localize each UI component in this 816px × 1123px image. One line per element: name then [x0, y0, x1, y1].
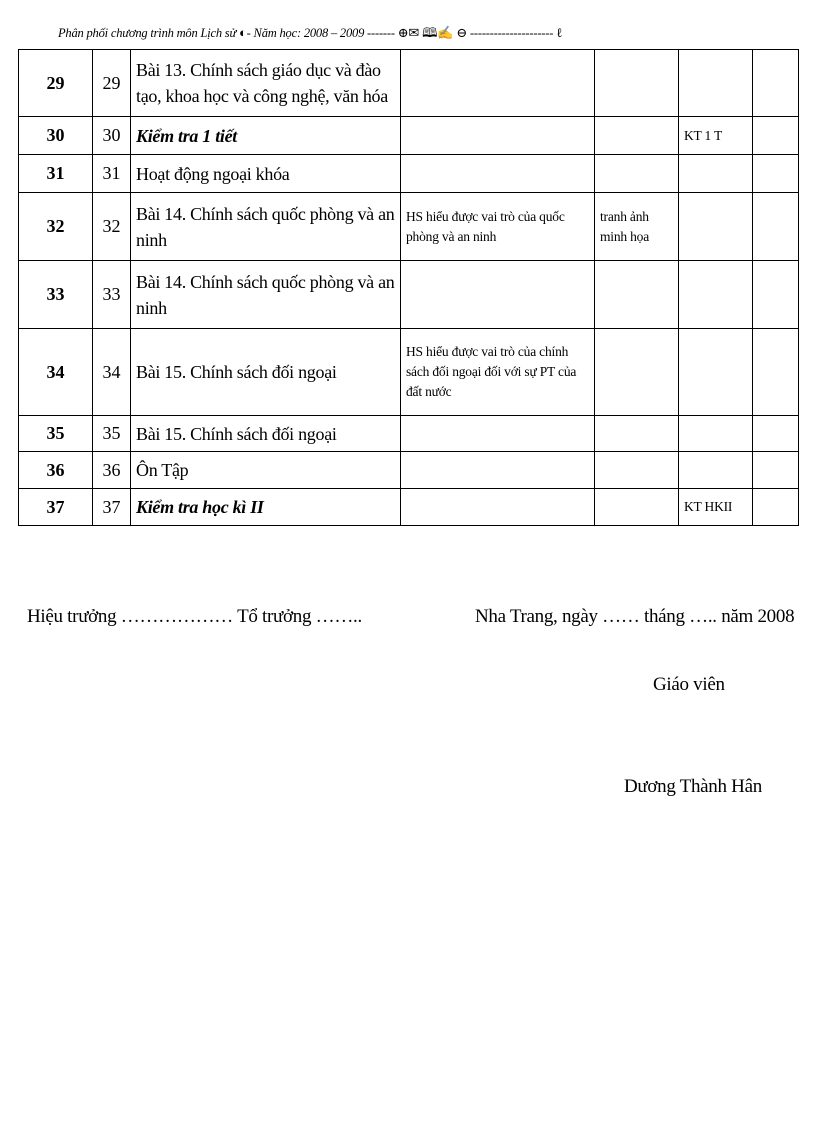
- lesson-material: [595, 50, 679, 117]
- table-row: [19, 261, 799, 329]
- lesson-note: [679, 261, 753, 329]
- extra-cell: [753, 261, 799, 329]
- row-number: 34: [19, 329, 93, 416]
- lesson-title: Ôn Tập: [131, 452, 401, 489]
- lesson-material: [595, 117, 679, 155]
- header-dashes: ---------------------: [467, 26, 557, 40]
- lesson-material: [595, 155, 679, 193]
- lesson-note: KT HKII: [679, 489, 753, 526]
- lesson-note: [679, 452, 753, 489]
- period-number: 29: [93, 50, 131, 117]
- table-row: [19, 489, 799, 526]
- table-row: [19, 193, 799, 261]
- lesson-title: Bài 13. Chính sách giáo dục và đào tạo, khoa học và công nghệ, văn hóa: [131, 50, 401, 117]
- header-ornament-icon: ◐: [239, 25, 247, 40]
- period-number: 32: [93, 193, 131, 261]
- extra-cell: [753, 416, 799, 452]
- table-row: [19, 329, 799, 416]
- extra-cell: [753, 50, 799, 117]
- lesson-material: [595, 416, 679, 452]
- extra-cell: [753, 193, 799, 261]
- lesson-material: [595, 452, 679, 489]
- header-title: Phân phối chương trình môn Lịch sử: [58, 26, 240, 40]
- lesson-goal: [401, 489, 595, 526]
- place-date-line: Nha Trang, ngày …… tháng ….. năm 2008: [475, 606, 795, 627]
- extra-cell: [753, 155, 799, 193]
- table-row: [19, 50, 799, 117]
- period-number: 31: [93, 155, 131, 193]
- lesson-title: Bài 15. Chính sách đối ngoại: [131, 329, 401, 416]
- lesson-title: Bài 15. Chính sách đối ngoại: [131, 416, 401, 452]
- row-number: 35: [19, 416, 93, 452]
- lesson-title: Bài 14. Chính sách quốc phòng và an ninh: [131, 261, 401, 329]
- lesson-note: KT 1 T: [679, 117, 753, 155]
- row-number: 31: [19, 155, 93, 193]
- lesson-title: Kiểm tra 1 tiết: [131, 117, 401, 155]
- period-number: 37: [93, 489, 131, 526]
- lesson-note: [679, 155, 753, 193]
- lesson-note: [679, 329, 753, 416]
- lesson-title: Bài 14. Chính sách quốc phòng và an ninh: [131, 193, 401, 261]
- period-number: 30: [93, 117, 131, 155]
- lesson-title: Hoạt động ngoại khóa: [131, 155, 401, 193]
- curriculum-table: [18, 49, 799, 526]
- table-row: [19, 117, 799, 155]
- extra-cell: [753, 452, 799, 489]
- lesson-goal: [401, 117, 595, 155]
- teacher-role: Giáo viên: [653, 674, 725, 695]
- lesson-material: [595, 329, 679, 416]
- page-header: [58, 24, 678, 46]
- period-number: 36: [93, 452, 131, 489]
- extra-cell: [753, 117, 799, 155]
- lesson-goal: [401, 50, 595, 117]
- row-number: 30: [19, 117, 93, 155]
- row-number: 32: [19, 193, 93, 261]
- lesson-goal: [401, 416, 595, 452]
- period-number: 34: [93, 329, 131, 416]
- row-number: 36: [19, 452, 93, 489]
- lesson-material: [595, 261, 679, 329]
- row-number: 37: [19, 489, 93, 526]
- lesson-goal: HS hiểu được vai trò của quốc phòng và an ninh: [401, 193, 595, 261]
- lesson-note: [679, 50, 753, 117]
- table-row: [19, 452, 799, 489]
- lesson-goal: [401, 452, 595, 489]
- lesson-material: tranh ảnh minh họa: [595, 193, 679, 261]
- lesson-goal: [401, 261, 595, 329]
- teacher-name: Dương Thành Hân: [624, 776, 762, 797]
- lesson-note: [679, 193, 753, 261]
- lesson-title: Kiểm tra học kì II: [131, 489, 401, 526]
- period-number: 33: [93, 261, 131, 329]
- extra-cell: [753, 329, 799, 416]
- extra-cell: [753, 489, 799, 526]
- lesson-note: [679, 416, 753, 452]
- lesson-goal: HS hiểu được vai trò của chính sách đối ngoại đối với sự PT của đất nước: [401, 329, 595, 416]
- principal-head-signatures: Hiệu trưởng ……………… Tổ trưởng ……..: [27, 606, 362, 627]
- row-number: 29: [19, 50, 93, 117]
- header-school-year: - Năm học: 2008 – 2009 -------: [246, 26, 398, 40]
- lesson-material: [595, 489, 679, 526]
- table-row: [19, 155, 799, 193]
- header-tail-icon: ℓ: [556, 25, 563, 40]
- lesson-goal: [401, 155, 595, 193]
- period-number: 35: [93, 416, 131, 452]
- header-decoration-icons: ⊕✉ 🕮✍ ⊖: [397, 25, 468, 40]
- table-row: [19, 416, 799, 452]
- row-number: 33: [19, 261, 93, 329]
